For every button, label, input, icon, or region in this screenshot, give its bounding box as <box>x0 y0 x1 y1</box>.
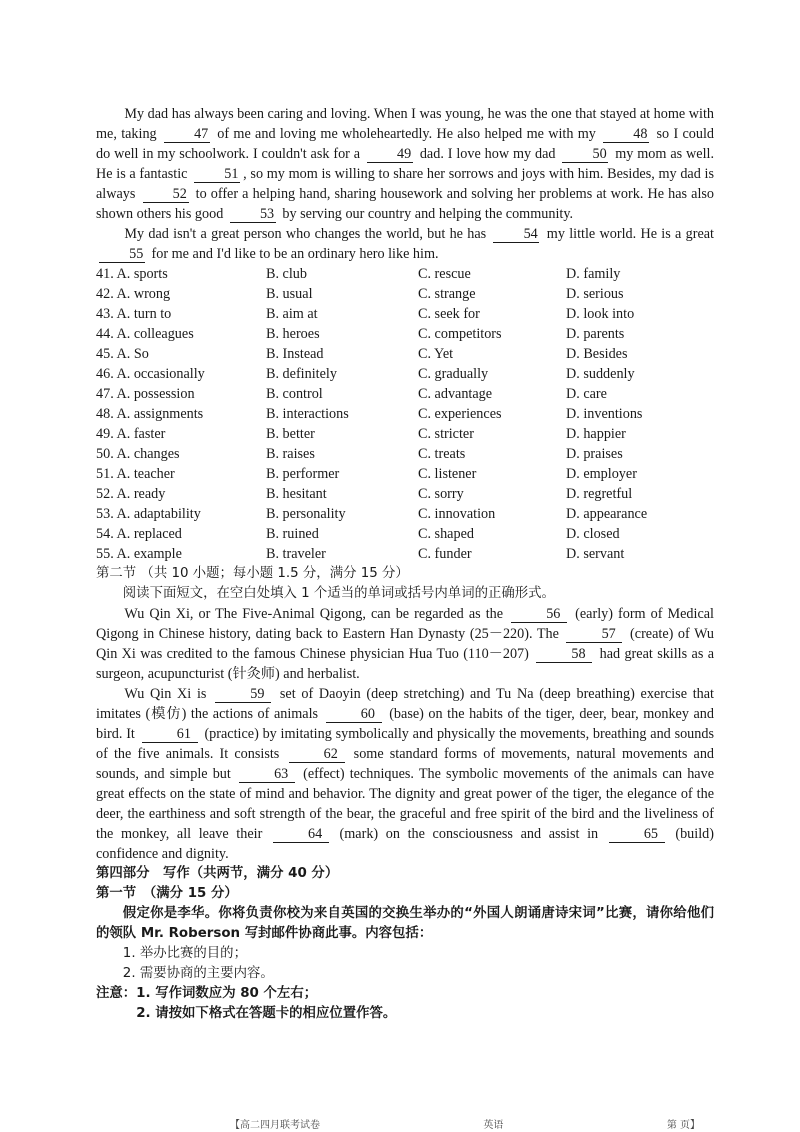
option-42-b: B. usual <box>266 286 313 302</box>
option-51-a: 51. A. teacher <box>96 466 175 482</box>
blank-47: 47 <box>164 126 210 143</box>
footer-left: 【高二四月联考试卷 <box>230 1120 320 1131</box>
option-48-a: 48. A. assignments <box>96 406 204 422</box>
option-48-c: C. experiences <box>418 406 502 422</box>
option-49-a: 49. A. faster <box>96 426 166 442</box>
blank-52: 52 <box>143 186 189 203</box>
writing-item-2: 2. 需要协商的主要内容。 <box>122 966 274 981</box>
option-54-c: C. shaped <box>418 526 474 542</box>
blank-59: 59 <box>215 686 271 703</box>
option-row-52 <box>96 484 714 504</box>
writing-item-1: 1. 举办比赛的目的； <box>122 946 247 961</box>
option-50-b: B. raises <box>266 446 315 462</box>
blank-53: 53 <box>230 206 276 223</box>
note-1: 1. 写作词数应为 80 个左右； <box>136 986 318 1001</box>
option-45-a: 45. A. So <box>96 346 149 362</box>
option-52-b: B. hesitant <box>266 486 327 502</box>
option-44-b: B. heroes <box>266 326 320 342</box>
option-51-d: D. employer <box>566 466 637 482</box>
option-49-c: C. stricter <box>418 426 474 442</box>
option-row-43 <box>96 304 714 324</box>
option-55-d: D. servant <box>566 546 625 562</box>
blank-56: 56 <box>511 606 567 623</box>
option-47-c: C. advantage <box>418 386 493 402</box>
option-49-b: B. better <box>266 426 315 442</box>
option-53-a: 53. A. adaptability <box>96 506 201 522</box>
blank-61: 61 <box>142 726 198 743</box>
option-row-50 <box>96 444 714 464</box>
option-46-d: D. suddenly <box>566 366 635 382</box>
option-row-47 <box>96 384 714 404</box>
writing-note-1 <box>96 984 714 1004</box>
blank-51: 51 <box>194 166 240 183</box>
option-row-51 <box>96 464 714 484</box>
blank-50: 50 <box>562 146 608 163</box>
option-49-d: D. happier <box>566 426 626 442</box>
option-46-c: C. gradually <box>418 366 489 382</box>
exam-page <box>96 104 714 1024</box>
writing-note-2: 2. 请按如下格式在答题卡的相应位置作答。 <box>136 1006 397 1021</box>
passage2-paragraph1: Wu Qin Xi, or The Five-Animal Qigong, can be regarded as the 56 (early) form of Medical Qigong in Chinese history, dating back to Eastern Han Dynasty (25－220). The 57 (create) of Wu Qin Xi was credited to the famous Chinese physician Hua Tuo (110－207) 58 had great skills as a surgeon, acupuncturist (针灸师) and herbalist. <box>96 606 715 682</box>
option-45-b: B. Instead <box>266 346 324 362</box>
option-row-42 <box>96 284 714 304</box>
option-55-c: C. funder <box>418 546 472 562</box>
option-41-a: 41. A. sports <box>96 266 168 282</box>
blank-65: 65 <box>609 826 665 843</box>
option-41-c: C. rescue <box>418 266 471 282</box>
option-42-d: D. serious <box>566 286 624 302</box>
option-row-48 <box>96 404 714 424</box>
note-label: 注意： <box>96 986 137 1001</box>
option-52-d: D. regretful <box>566 486 633 502</box>
option-53-d: D. appearance <box>566 506 648 522</box>
option-47-d: D. care <box>566 386 607 402</box>
option-43-a: 43. A. turn to <box>96 306 172 322</box>
option-54-d: D. closed <box>566 526 620 542</box>
options-table <box>96 264 714 564</box>
option-48-b: B. interactions <box>266 406 349 422</box>
option-row-54 <box>96 524 714 544</box>
option-row-53 <box>96 504 714 524</box>
part4-section1: 第一节 （满分 15 分） <box>96 886 238 901</box>
option-45-d: D. Besides <box>566 346 628 362</box>
option-47-b: B. control <box>266 386 323 402</box>
option-50-c: C. treats <box>418 446 466 462</box>
option-46-a: 46. A. occasionally <box>96 366 205 382</box>
option-43-b: B. aim at <box>266 306 318 322</box>
option-row-41 <box>96 264 714 284</box>
option-53-b: B. personality <box>266 506 346 522</box>
blank-57: 57 <box>566 626 622 643</box>
option-42-c: C. strange <box>418 286 476 302</box>
blank-58: 58 <box>536 646 592 663</box>
option-50-a: 50. A. changes <box>96 446 180 462</box>
footer-middle: 英语 <box>483 1120 504 1131</box>
option-52-a: 52. A. ready <box>96 486 166 502</box>
option-44-d: D. parents <box>566 326 625 342</box>
option-55-a: 55. A. example <box>96 546 182 562</box>
option-46-b: B. definitely <box>266 366 337 382</box>
option-row-55 <box>96 544 714 564</box>
blank-49: 49 <box>367 146 413 163</box>
option-41-b: B. club <box>266 266 307 282</box>
option-42-a: 42. A. wrong <box>96 286 171 302</box>
blank-55: 55 <box>99 246 145 263</box>
blank-60: 60 <box>326 706 382 723</box>
option-44-c: C. competitors <box>418 326 502 342</box>
option-54-a: 54. A. replaced <box>96 526 182 542</box>
section2-heading: 第二节 （共 10 小题；每小题 1.5 分，满分 15 分） <box>96 566 409 581</box>
option-47-a: 47. A. possession <box>96 386 195 402</box>
option-45-c: C. Yet <box>418 346 454 362</box>
blank-63: 63 <box>239 766 295 783</box>
option-row-49 <box>96 424 714 444</box>
option-51-c: C. listener <box>418 466 477 482</box>
footer-right: 第 页】 <box>666 1120 700 1131</box>
option-row-46 <box>96 364 714 384</box>
page-footer <box>230 1116 700 1131</box>
blank-48: 48 <box>603 126 649 143</box>
option-43-d: D. look into <box>566 306 635 322</box>
option-43-c: C. seek for <box>418 306 480 322</box>
blank-62: 62 <box>289 746 345 763</box>
passage1-paragraph2: My dad isn't a great person who changes the world, but he has 54 my little world. He is a great 55 for me and I'd like to be an ordinary hero like him. <box>96 224 714 264</box>
option-50-d: D. praises <box>566 446 623 462</box>
passage1-paragraph1: My dad has always been caring and loving. When I was young, he was the one that stayed at home with me, taking 47 of me and loving me wholeheartedly. He also helped me with my 48 so I could do well in my schoolwork. I couldn't ask for a 49 dad. I love how my dad 50 my mom as well. He is a fantastic 51 , so my mom is willing to share her sorrows and joys with him. Besides, my dad is always 52 to offer a helping hand, sharing housework and solving her problems at work. He has also shown others his good 53 by serving our country and helping the community. <box>96 106 714 222</box>
option-54-b: B. ruined <box>266 526 319 542</box>
writing-prompt: 假定你是李华。你将负责你校为来自英国的交换生举办的“外国人朗诵唐诗宋词”比赛，请你给他们的领队 Mr. Roberson 写封邮件协商此事。内容包括： <box>96 906 714 941</box>
option-51-b: B. performer <box>266 466 340 482</box>
passage2-paragraph2: Wu Qin Xi is 59 set of Daoyin (deep stretching) and Tu Na (deep breathing) exercise that imitates (模仿) the actions of animals 60 (base) on the habits of the tiger, deer, bear, monkey and bird. It 61 (practice) by imitating symbolically and physically the movements, breathing and sounds of the five animals. It consists 62 some standard forms of movements, natural movements and sounds, and simple but 63 (effect) techniques. The symbolic movements of the animals can have great effects on the state of mind and behavior. The dignity and great power of the tiger, the elegance of the deer, the earthiness and soft strength of the bear, the graceful and free spirit of the bird and the liveliness of the monkey, all leave their 64 (mark) on the consciousness and assist in 65 (build) confidence and dignity. <box>96 686 715 862</box>
option-row-45 <box>96 344 714 364</box>
option-44-a: 44. A. colleagues <box>96 326 194 342</box>
option-53-c: C. innovation <box>418 506 496 522</box>
option-52-c: C. sorry <box>418 486 464 502</box>
option-row-44 <box>96 324 714 344</box>
option-55-b: B. traveler <box>266 546 326 562</box>
blank-54: 54 <box>493 226 539 243</box>
option-41-d: D. family <box>566 266 621 282</box>
option-48-d: D. inventions <box>566 406 643 422</box>
section2-instruction: 阅读下面短文，在空白处填入 1 个适当的单词或括号内单词的正确形式。 <box>122 586 555 601</box>
blank-64: 64 <box>273 826 329 843</box>
part4-heading: 第四部分 写作（共两节，满分 40 分） <box>96 866 339 881</box>
